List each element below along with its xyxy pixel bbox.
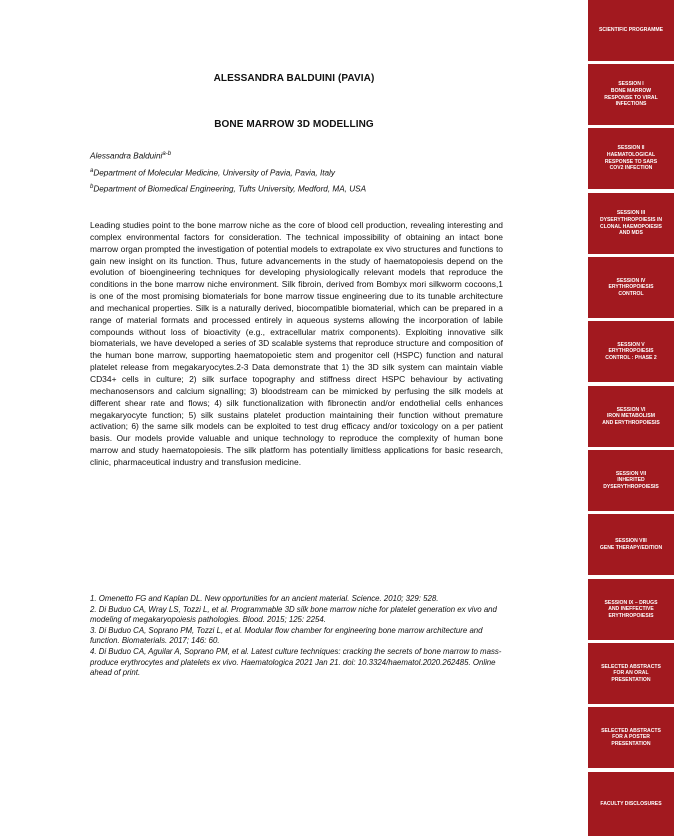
abstract-title: BONE MARROW 3D MODELLING [214, 119, 374, 130]
nav-session-7[interactable]: SESSION VII INHERITED DYSERYTHROPOIESIS [588, 450, 674, 511]
author-block [90, 147, 366, 197]
nav-faculty-disclosures[interactable]: FACULTY DISCLOSURES [588, 772, 674, 836]
affiliation-a-text: Department of Molecular Medicine, University of Pavia, Pavia, Italy [93, 168, 335, 178]
author-superscript: a-b [162, 151, 172, 157]
nav-oral-abstracts[interactable]: SELECTED ABSTRACTS FOR AN ORAL PRESENTATION [588, 643, 674, 704]
affiliation-b [90, 180, 366, 197]
session-navigation-sidebar [588, 0, 676, 836]
reference-item: 2. Di Buduo CA, Wray LS, Tozzi L, et al. Programmable 3D silk bone marrow niche for platelet generation ex vivo and modeling of megakaryopoiesis pathologies. Blood. 2015; 125: 2254. [90, 604, 497, 625]
author-line [90, 147, 366, 164]
affiliation-b-text: Department of Biomedical Engineering, Tufts University, Medford, MA, USA [93, 185, 367, 195]
author-name: Alessandra Balduini [90, 151, 163, 161]
nav-session-4[interactable]: SESSION IV ERYTHROPOIESIS CONTROL [588, 257, 674, 318]
nav-session-2[interactable]: SESSION II HAEMATOLOGICAL RESPONSE TO SARS COV2 INFECTION [588, 128, 674, 189]
affiliation-b-superscript: b [90, 184, 94, 191]
nav-session-3[interactable]: SESSION III DYSERYTHROPOIESIS IN CLONAL HAEMOPOIESIS AND MDS [588, 193, 674, 254]
reference-item: 1. Omenetto FG and Kaplan DL. New opportunities for an ancient material. Science. 2010; 329: 528. [90, 594, 439, 603]
speaker-heading: ALESSANDRA BALDUINI (PAVIA) [213, 73, 375, 84]
nav-poster-abstracts[interactable]: SELECTED ABSTRACTS FOR A POSTER PRESENTATION [588, 707, 674, 768]
nav-scientific-programme[interactable]: SCIENTIFIC PROGRAMME [588, 0, 674, 61]
reference-item: 4. Di Buduo CA, Aguilar A, Soprano PM, et al. Latest culture techniques: cracking the secrets of bone marrow to mass-produce erythrocytes and platelets ex vivo. Haematologica 2021 Jan 21. doi: 10.3324/haematol.2020.262485. Online ahead of print. [90, 646, 502, 678]
nav-session-5[interactable]: SESSION V ERYTHROPOIESIS CONTROL : PHASE 2 [588, 321, 674, 382]
nav-session-8[interactable]: SESSION VIII GENE THERAPY/EDITION [588, 514, 674, 575]
abstract-body: Leading studies point to the bone marrow niche as the core of blood cell production, revealing interesting and complex environmental factors for consideration. The technical impossibility of obtaining an intact bone marrow organ prompted the investigation of potential models to extrapolate ex vivo structures and functions to gain new insight on its function. Thus, future advancements in the study of haematopoiesis depend on the evolution of bioengineering techniques for developing physiologically relevant models that reproduce the conditions in the bone marrow niche environment. Silk fibroin, derived from Bombyx mori silkworm cocoons,1 is one of the most promising biomaterials for bone marrow tissue engineering due to its tunable architecture and mechanical properties. Silk is a naturally derived, biocompatible biomaterial, which can be prepared in a range of material formats and processed entirely in aqueous systems allowing the incorporation of labile compounds without loss of bioactivity (e.g., extracellular matrix components). Exploiting innovative silk biomaterials, we have developed a series of 3D scalable systems that reproduce structure and composition of the human bone marrow, supporting haematopoietic stem and progenitor cell (HSPC) function and natural platelet release from megakaryocytes.2-3 Data demonstrate that 1) the 3D silk system can maintain viable CD34+ cells in culture; 2) silk surface topography and stiffness direct HSPC behaviour by activating mechanosensors and calcium signalling; 3) bloodstream can be mimicked by perfusing the silk models at different shear rate and flows; 4) silk functionalization with fibronectin and/or endothelial cells enhances megakaryocyte function; 5) silk sustains platelet production maintaining their function without premature activation; 6) the same silk models can be exploited to test drug efficacy and/or toxicology on a per patient basis. Our models provide valuable and unique technology to reproduce the complexity of human bone marrow and study haematopoiesis. The silk platform has potentially limitless applications for basic research, clinic, pharmaceutical industry and transfusion medicine. [90, 220, 503, 467]
affiliation-a-superscript: a [90, 167, 94, 174]
reference-item: 3. Di Buduo CA, Soprano PM, Tozzi L, et al. Modular flow chamber for engineering bone marrow architecture and function. Biomaterials. 2017; 146: 60. [90, 625, 483, 646]
references-list [90, 594, 510, 679]
nav-session-9[interactable]: SESSION IX – DRUGS AND INEFFECTIVE ERYTHROPOIESIS [588, 579, 674, 640]
nav-session-1[interactable]: SESSION I BONE MARROW RESPONSE TO VIRAL INFECTIONS [588, 64, 674, 125]
affiliation-a [90, 164, 366, 181]
nav-session-6[interactable]: SESSION VI IRON METABOLISM AND ERYTHROPOIESIS [588, 386, 674, 447]
